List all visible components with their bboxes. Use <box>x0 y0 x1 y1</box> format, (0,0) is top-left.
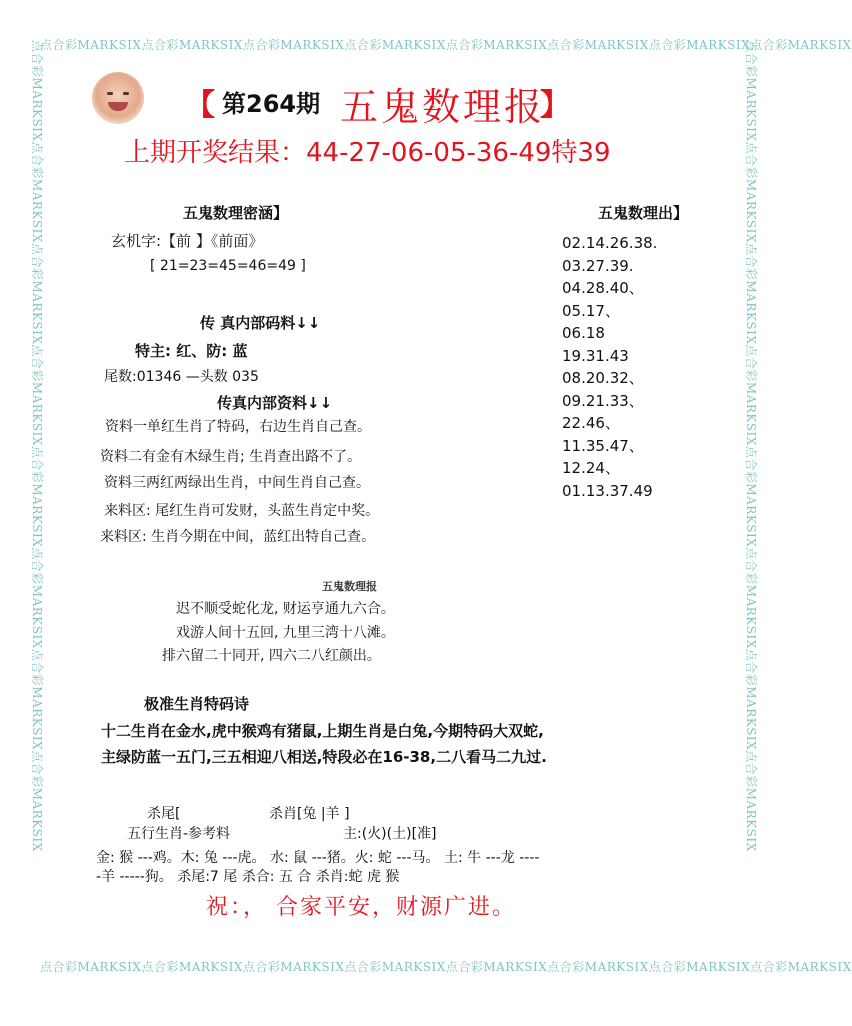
list-item: 22.46、 <box>562 414 620 432</box>
right-section-title: 五鬼数理出】 <box>598 204 689 222</box>
list-item: 03.27.39. <box>562 256 634 275</box>
list-item: 09.21.33、 <box>562 391 644 410</box>
fax-info-heading: 传真内部资料↓↓ <box>217 394 333 412</box>
list-item: 02.14.26.38. <box>562 234 658 252</box>
mascot-face-image <box>92 72 144 124</box>
left-section-title: 五鬼数理密涵】 <box>183 204 289 222</box>
list-item: 06.18 <box>562 324 605 342</box>
newspaper-title: 五鬼数理报 <box>340 85 546 129</box>
last-draw-result: 上期开奖结果：44-27-06-05-36-49特39 <box>124 138 611 168</box>
blessing-text: 祝：， 合家平安，财源广进。 <box>206 895 516 920</box>
kill-tail: 杀尾[ <box>147 806 181 822</box>
title-left-bracket: 【 <box>185 88 215 123</box>
list-item: 04.28.40、 <box>562 279 644 297</box>
kill-zodiac: 杀肖[兔 |羊 ] <box>269 806 350 822</box>
zodiac-poem-title: 极准生肖特码诗 <box>144 695 250 713</box>
info-item: 来料区: 尾红生肖可发财，头蓝生肖定中奖。 <box>104 503 380 519</box>
info-item: 来料区: 生肖今期在中间，蓝红出特自己查。 <box>100 529 376 545</box>
right-border-watermark: 点合彩MARKSIX点合彩MARKSIX点合彩MARKSIX点合彩MARKSIX点合彩MARKSIX点合彩MARKSIX点合彩MARKSIX点合彩MARKSIX <box>744 40 758 852</box>
left-border-watermark: 点合彩MARKSIX点合彩MARKSIX点合彩MARKSIX点合彩MARKSIX点合彩MARKSIX点合彩MARKSIX点合彩MARKSIX点合彩MARKSIX <box>30 40 44 852</box>
list-item: 05.17、 <box>562 301 620 320</box>
tail-head-numbers: 尾数:01346 —头数 035 <box>104 369 259 385</box>
five-elements-heading: 五行生肖-参考料 <box>127 826 231 842</box>
bottom-border-watermark: 点合彩MARKSIX点合彩MARKSIX点合彩MARKSIX点合彩MARKSIX点合彩MARKSIX点合彩MARKSIX点合彩MARKSIX点合彩MARKSIX <box>40 960 852 974</box>
zodiac-poem-line: 十二生肖在金水,虎中猴鸡有猪鼠,上期生肖是白兔,今期特码大双蛇, <box>101 722 544 740</box>
list-item: 19.31.43 <box>562 346 629 365</box>
elements-line-continued: -羊 -----狗。 杀尾:7 尾 杀合: 五 合 杀肖:蛇 虎 猴 <box>96 869 400 885</box>
list-item: 01.13.37.49 <box>562 481 653 500</box>
info-item: 资料二有金有木绿生肖; 生肖查出路不了。 <box>100 449 362 465</box>
special-color: 特主: 红、防: 蓝 <box>135 342 248 360</box>
top-border-watermark: 点合彩MARKSIX点合彩MARKSIX点合彩MARKSIX点合彩MARKSIX点合彩MARKSIX点合彩MARKSIX点合彩MARKSIX点合彩MARKSIX <box>40 38 852 52</box>
issue-number: 第264期 <box>222 90 321 118</box>
zodiac-poem-line: 主绿防蓝一五门,三五相迎八相送,特段必在16-38,二八看马二九过. <box>101 748 547 766</box>
elements-line: 金: 猴 ---鸡。木: 兔 ---虎。 水: 鼠 ---猪。火: 蛇 ---马。 土: 牛 ---龙 ---- <box>96 850 540 866</box>
poem-line: 戏游人间十五回, 九里三湾十八滩。 <box>176 625 395 641</box>
info-item: 资料一单红生肖了特码，右边生肖自己查。 <box>105 419 371 435</box>
number-set: [ 21=23=45=46=49 ] <box>150 258 306 274</box>
poem-line: 迟不顺受蛇化龙, 财运亨通九六合。 <box>176 601 395 617</box>
mystery-word: 玄机字:【前 】《前面》 <box>111 232 264 250</box>
list-item: 12.24、 <box>562 459 620 477</box>
fax-code-heading: 传 真内部码料↓↓ <box>200 314 321 332</box>
poem-line: 排六留二十同开, 四六二八红颜出。 <box>162 648 381 664</box>
poem-title: 五鬼数理报 <box>322 580 377 593</box>
title-right-bracket: 】 <box>540 88 570 123</box>
list-item: 11.35.47、 <box>562 436 644 455</box>
main-elements: 主:(火)(土)[准] <box>343 826 437 842</box>
number-list <box>562 232 657 502</box>
list-item: 08.20.32、 <box>562 369 644 387</box>
info-item: 资料三两红两绿出生肖，中间生肖自己查。 <box>104 475 370 491</box>
